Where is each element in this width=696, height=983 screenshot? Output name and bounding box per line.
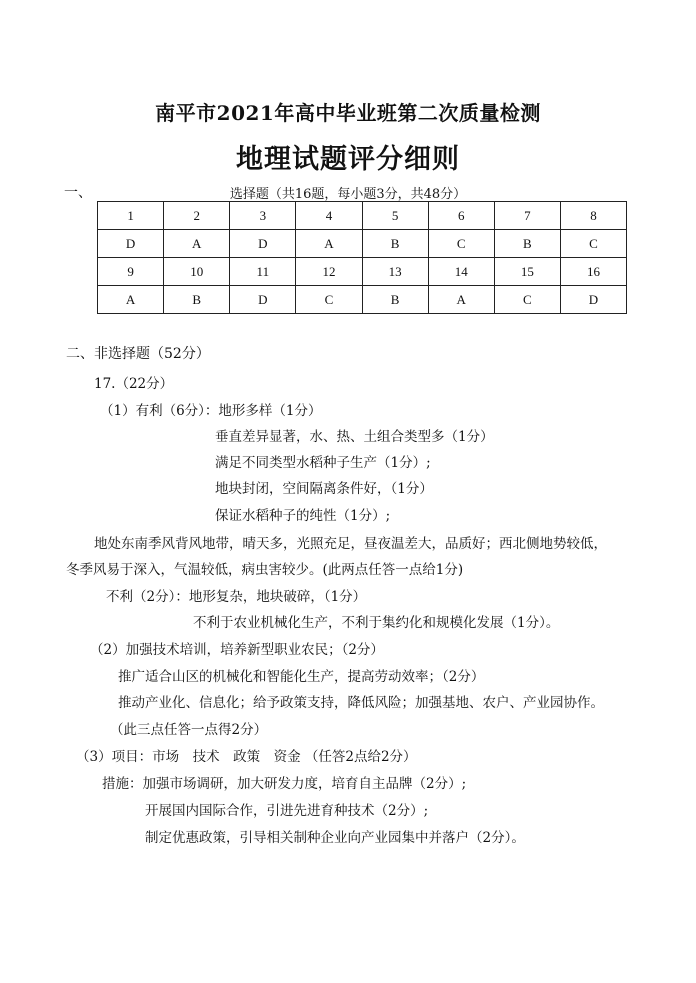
answer-line: 地块封闭，空间隔离条件好，（1分） — [215, 481, 433, 497]
answer-cell: A — [164, 230, 230, 258]
section1-number: 一、 — [64, 185, 92, 201]
answer-cell: C — [428, 230, 494, 258]
question-number-cell: 2 — [164, 202, 230, 230]
document-title: 南平市2021年高中毕业班第二次质量检测 — [155, 101, 541, 125]
question-number-cell: 14 — [428, 258, 494, 286]
answer-table — [97, 201, 627, 314]
answer-line: 垂直差异显著，水、热、土组合类型多（1分） — [215, 429, 494, 445]
answer-line: 推动产业化、信息化；给予政策支持，降低风险；加强基地、农户、产业园协作。 — [118, 695, 604, 711]
question-number-cell: 10 — [164, 258, 230, 286]
question-number-cell: 13 — [362, 258, 428, 286]
answer-line: 制定优惠政策，引导相关制种企业向产业园集中并落户（2分）。 — [145, 830, 525, 846]
answer-line: 地处东南季风背风地带，晴天多，光照充足，昼夜温差大，品质好；西北侧地势较低， — [94, 536, 607, 552]
answer-line: 满足不同类型水稻种子生产（1分）; — [215, 455, 431, 471]
answer-line: （2）加强技术培训，培养新型职业农民；（2分） — [90, 642, 384, 658]
answer-cell: D — [230, 230, 296, 258]
question-number-row — [98, 202, 627, 230]
answer-line: （1）有利（6分）：地形多样（1分） — [100, 403, 322, 419]
answer-line: 17.（22分） — [94, 376, 174, 392]
question-number-cell: 1 — [98, 202, 164, 230]
section2-title: 二、非选择题（52分） — [66, 346, 210, 362]
answer-row — [98, 230, 627, 258]
answer-cell: C — [560, 230, 626, 258]
question-number-cell: 16 — [560, 258, 626, 286]
question-number-cell: 3 — [230, 202, 296, 230]
answer-line: 冬季风易于深入，气温较低，病虫害较少。(此两点任答一点给1分) — [66, 562, 464, 578]
answer-cell: A — [428, 286, 494, 314]
answer-cell: A — [296, 230, 362, 258]
answer-line: 开展国内国际合作，引进先进育种技术（2分）; — [145, 803, 429, 819]
answer-cell: D — [98, 230, 164, 258]
answer-cell: B — [362, 286, 428, 314]
answer-cell: A — [98, 286, 164, 314]
answer-line: 推广适合山区的机械化和智能化生产，提高劳动效率；（2分） — [118, 669, 485, 685]
answer-cell: D — [230, 286, 296, 314]
answer-cell: B — [362, 230, 428, 258]
question-number-cell: 4 — [296, 202, 362, 230]
answer-line: （3）项目：市场 技术 政策 资金 （任答2点给2分） — [76, 749, 417, 765]
question-number-cell: 12 — [296, 258, 362, 286]
question-number-cell: 11 — [230, 258, 296, 286]
answer-cell: C — [494, 286, 560, 314]
section1-title: 选择题（共16题，每小题3分，共48分） — [229, 187, 467, 202]
answer-line: 措施：加强市场调研，加大研发力度，培育自主品牌（2分）; — [102, 776, 467, 792]
answer-cell: B — [494, 230, 560, 258]
question-number-cell: 8 — [560, 202, 626, 230]
answer-line: （此三点任答一点得2分） — [110, 722, 268, 738]
answer-line: 保证水稻种子的纯性（1分）; — [215, 508, 391, 524]
question-number-row — [98, 258, 627, 286]
question-number-cell: 9 — [98, 258, 164, 286]
question-number-cell: 5 — [362, 202, 428, 230]
answer-cell: D — [560, 286, 626, 314]
question-number-cell: 6 — [428, 202, 494, 230]
answer-line: 不利于农业机械化生产，不利于集约化和规模化发展（1分）。 — [193, 615, 560, 631]
document-subtitle: 地理试题评分细则 — [236, 144, 460, 175]
question-number-cell: 15 — [494, 258, 560, 286]
answer-cell: B — [164, 286, 230, 314]
answer-line: 不利（2分）：地形复杂，地块破碎，（1分） — [106, 589, 367, 605]
question-number-cell: 7 — [494, 202, 560, 230]
answer-row — [98, 286, 627, 314]
answer-cell: C — [296, 286, 362, 314]
